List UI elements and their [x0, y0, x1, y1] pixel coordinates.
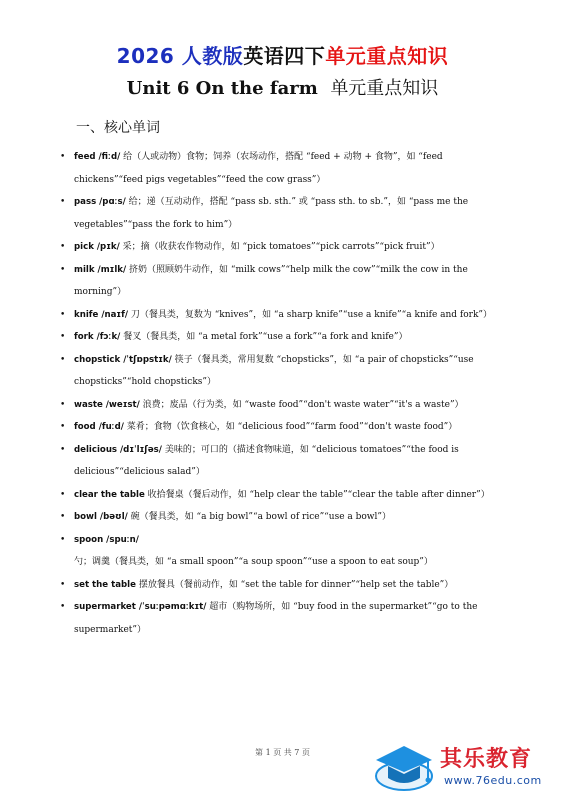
vocab-word: spoon /spuːn/ [74, 534, 139, 545]
bullet: • [60, 264, 66, 275]
title-part-2: 英语四下 [243, 44, 326, 68]
vocab-word: feed /fiːd/ [74, 152, 121, 162]
vocab-word: bowl /bəʊl/ [74, 512, 128, 522]
vocab-list [60, 146, 500, 641]
vocab-word: waste /weɪst/ [74, 399, 140, 410]
vocab-description: 浪费；废品（行为类，如 “waste food”“don't waste water”“it's a waste”） [142, 399, 464, 410]
vocab-item-set-the-table [60, 574, 500, 597]
vocab-item-clear-the-table [60, 484, 500, 507]
bullet: • [60, 197, 66, 207]
vocab-item-milk [60, 259, 500, 304]
vocab-item-spoon [60, 529, 500, 574]
vocab-description: 筷子（餐具类，常用复数 “chopsticks”，如 “a pair of chopsticks”“use chopsticks”“hold chopsticks”） [74, 354, 474, 387]
bullet: • [60, 309, 66, 320]
brand-url: www.76edu.com [444, 774, 542, 787]
vocab-description: 菜肴；食物（饮食核心，如 “delicious food”“farm food”“don't waste food”） [126, 422, 458, 432]
vocab-item-chopstick [60, 349, 500, 394]
vocab-description: 给；递（互动动作，搭配 “pass sb. sth.” 或 “pass sth. to sb.”，如 “pass me the vegetables”“pass the fork to him”） [74, 197, 469, 230]
vocab-word: milk /mɪlk/ [74, 264, 127, 275]
graduation-cap-icon [372, 738, 436, 794]
vocab-description: 采；摘（收获农作物动作，如 “pick tomatoes”“pick carrots”“pick fruit”） [122, 242, 440, 252]
bullet: • [60, 354, 66, 365]
vocab-description: 摆放餐具（餐前动作，如 “set the table for dinner”“help set the table”） [138, 579, 454, 590]
document-subtitle [0, 74, 565, 100]
vocab-item-pick [60, 236, 500, 259]
vocab-item-bowl [60, 506, 500, 529]
vocab-description: 给（人或动物）食物；饲养（农场动作，搭配 “feed + 动物 + 食物”，如 “feed chickens”“feed pigs vegetables”“feed the cow grass”） [74, 152, 443, 185]
vocab-word: set the table [74, 579, 136, 590]
bullet: • [60, 534, 66, 545]
vocab-item-waste [60, 394, 500, 417]
bullet: • [60, 444, 66, 455]
vocab-word: chopstick /ˈtʃɒpstɪk/ [74, 354, 172, 365]
subtitle-english: Unit 6 On the farm [126, 78, 318, 99]
vocab-item-pass [60, 191, 500, 236]
vocab-description: 收拾餐桌（餐后动作，如 “help clear the table”“clear the table after dinner”） [147, 489, 490, 500]
title-part-1: 2026 人教版 [116, 44, 244, 68]
page-number: 第 1 页 共 7 页 [255, 748, 310, 757]
vocab-word: knife /naɪf/ [74, 309, 128, 320]
bullet: • [60, 602, 66, 612]
vocab-description: 美味的；可口的（描述食物味道，如 “delicious tomatoes”“the food is delicious”“delicious salad”） [74, 444, 459, 477]
bullet: • [60, 422, 66, 432]
vocab-item-supermarket [60, 596, 500, 641]
vocab-item-feed [60, 146, 500, 191]
vocab-description: 刀（餐具类，复数为 “knives”，如 “a sharp knife”“use a knife”“a knife and fork”） [130, 309, 493, 320]
subtitle-chinese: 单元重点知识 [330, 78, 439, 99]
vocab-description: 超市（购物场所，如 “buy food in the supermarket”“go to the supermarket”） [74, 602, 478, 635]
vocab-word: clear the table [74, 489, 145, 500]
bullet: • [60, 489, 66, 500]
vocab-item-delicious [60, 439, 500, 484]
bullet: • [60, 579, 66, 590]
bullet: • [60, 332, 66, 342]
vocab-description: 餐叉（餐具类，如 “a metal fork”“use a fork”“a fork and knife”） [123, 332, 408, 342]
vocab-description: 勺；调羹（餐具类，如 “a small spoon”“a soup spoon”“use a spoon to eat soup”） [74, 557, 433, 567]
vocab-word: fork /fɔːk/ [74, 332, 121, 342]
bullet: • [60, 399, 66, 410]
vocab-word: food /fuːd/ [74, 422, 124, 432]
vocab-description: 挤奶（照顾奶牛动作，如 “milk cows”“help milk the cow”“milk the cow in the morning”） [74, 264, 468, 297]
vocab-word: delicious /dɪˈlɪʃəs/ [74, 444, 162, 455]
brand-logo [372, 736, 562, 796]
title-part-3: 单元重点知识 [325, 44, 449, 68]
bullet: • [60, 242, 66, 252]
document-title [0, 40, 565, 69]
vocab-word: supermarket /ˈsuːpəmɑːkɪt/ [74, 602, 207, 612]
vocab-description: 碗（餐具类，如 “a big bowl”“a bowl of rice”“use a bowl”） [130, 512, 391, 522]
bullet: • [60, 512, 66, 522]
vocab-word: pass /pɑːs/ [74, 197, 126, 207]
vocab-word: pick /pɪk/ [74, 242, 120, 252]
vocab-item-fork [60, 326, 500, 349]
vocab-item-knife [60, 304, 500, 327]
vocab-item-food [60, 416, 500, 439]
section-heading: 一、核心单词 [76, 120, 160, 136]
brand-name: 其乐教育 [440, 747, 533, 772]
bullet: • [60, 152, 66, 162]
